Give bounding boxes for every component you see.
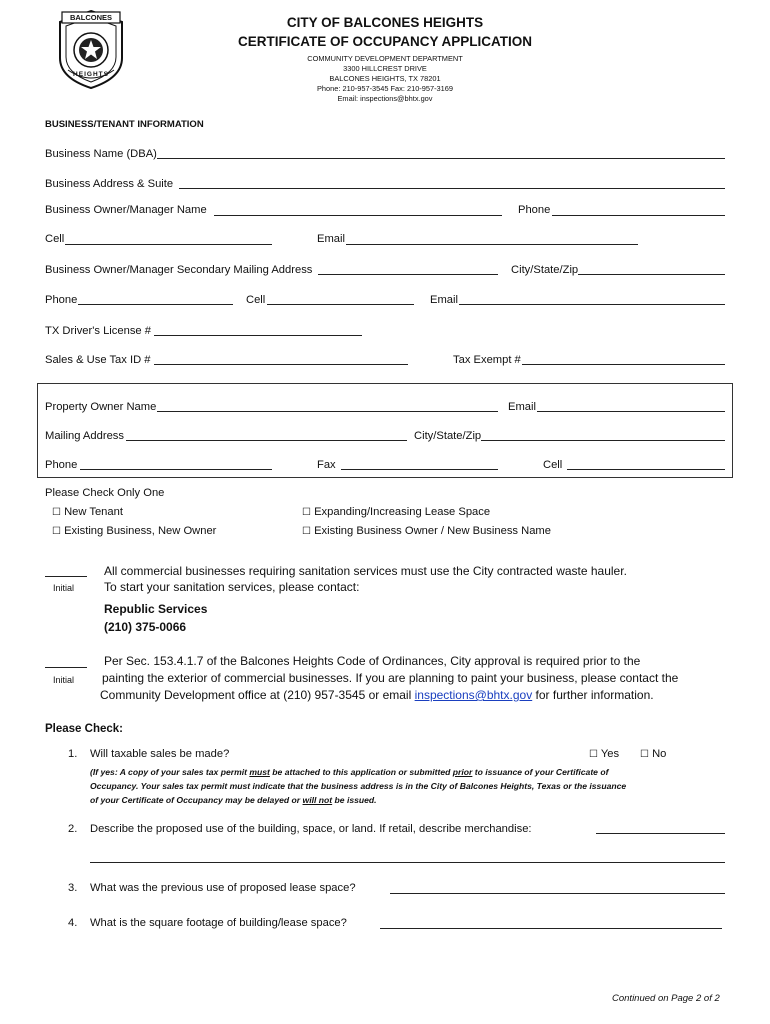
- secondary-email-field[interactable]: [459, 304, 725, 305]
- option-expanding-lease-label: Expanding/Increasing Lease Space: [314, 506, 491, 518]
- checkbox-icon[interactable]: ☐: [52, 526, 61, 537]
- note-text: be issued.: [332, 795, 377, 805]
- checkbox-icon[interactable]: ☐: [302, 526, 311, 537]
- secondary-phone-field[interactable]: [78, 304, 233, 305]
- painting-text-line3-start: Community Development office at (210) 957-3545 or email: [100, 688, 415, 702]
- property-city-state-zip-field[interactable]: [481, 440, 725, 441]
- option-new-tenant[interactable]: [52, 505, 123, 520]
- q2-text: Describe the proposed use of the building, space, or land. If retail, describe merchandise:: [90, 823, 532, 835]
- business-name-label: Business Name (DBA): [45, 148, 157, 160]
- sales-tax-label: Sales & Use Tax ID #: [45, 354, 151, 366]
- checkbox-icon[interactable]: ☐: [640, 749, 649, 760]
- q1-no-option[interactable]: [640, 747, 666, 762]
- q1-yes-label: Yes: [600, 748, 620, 760]
- painting-text-line1: Per Sec. 153.4.1.7 of the Balcones Heights Code of Ordinances, City approval is required prior to the: [104, 654, 641, 668]
- owner-cell-field[interactable]: [65, 244, 272, 245]
- tax-exempt-field[interactable]: [522, 364, 725, 365]
- q1-note-line1: [90, 765, 608, 780]
- property-fax-field[interactable]: [341, 469, 498, 470]
- check-one-title: Please Check Only One: [45, 487, 165, 499]
- dept-phone-fax: Phone: 210-957-3545 Fax: 210-957-3169: [316, 84, 453, 93]
- inspections-email-link[interactable]: inspections@bhtx.gov: [414, 688, 533, 702]
- q1-no-label: No: [652, 748, 667, 760]
- tx-license-label: TX Driver's License #: [45, 325, 151, 337]
- owner-phone-field[interactable]: [552, 215, 725, 216]
- sanitation-initial-label: Initial: [53, 583, 75, 593]
- painting-text-line3-end: for further information.: [532, 688, 654, 702]
- q3-number: 3.: [68, 882, 78, 894]
- city-seal-logo: [52, 8, 130, 90]
- painting-initial-field[interactable]: [45, 667, 87, 668]
- checkbox-icon[interactable]: ☐: [302, 507, 311, 518]
- note-text: to issuance of your Certificate of: [472, 767, 609, 777]
- secondary-cell-field[interactable]: [267, 304, 414, 305]
- property-owner-field[interactable]: [157, 411, 498, 412]
- business-address-label: Business Address & Suite: [45, 178, 174, 190]
- secondary-mailing-label: Business Owner/Manager Secondary Mailing Address: [45, 264, 313, 276]
- q4-number: 4.: [68, 917, 78, 929]
- q4-answer-field[interactable]: [380, 928, 722, 929]
- note-emphasis-will-not: will not: [302, 795, 333, 805]
- property-cell-label: Cell: [543, 459, 563, 471]
- painting-text-line2: painting the exterior of commercial businesses. If you are planning to paint your business, please contact the: [102, 671, 679, 685]
- option-expanding-lease[interactable]: [302, 505, 490, 520]
- q2-answer-field-1[interactable]: [596, 833, 725, 834]
- property-email-field[interactable]: [537, 411, 725, 412]
- property-cell-field[interactable]: [567, 469, 725, 470]
- note-emphasis-must: must: [249, 767, 270, 777]
- option-existing-new-name-label: Existing Business Owner / New Business Name: [314, 525, 551, 537]
- q1-text: Will taxable sales be made?: [90, 748, 230, 760]
- note-text: (If yes: A copy of your sales tax permit: [90, 767, 250, 777]
- q3-text: What was the previous use of proposed lease space?: [90, 882, 356, 894]
- property-phone-field[interactable]: [80, 469, 272, 470]
- property-owner-label: Property Owner Name: [45, 401, 157, 413]
- checkbox-icon[interactable]: ☐: [52, 507, 61, 518]
- painting-initial-label: Initial: [53, 675, 75, 685]
- owner-phone-label: Phone: [518, 204, 551, 216]
- property-city-state-zip-label: City/State/Zip: [414, 430, 482, 442]
- business-address-field[interactable]: [179, 188, 725, 189]
- owner-manager-label: Business Owner/Manager Name: [45, 204, 207, 216]
- owner-email-label: Email: [317, 233, 345, 245]
- sanitation-text-line2: To start your sanitation services, please contact:: [104, 580, 360, 594]
- q1-note-line3: [90, 793, 377, 808]
- business-name-field[interactable]: [157, 158, 725, 159]
- q4-text: What is the square footage of building/lease space?: [90, 917, 347, 929]
- q1-yes-option[interactable]: [589, 747, 619, 762]
- note-text: of your Certificate of Occupancy may be delayed or: [90, 795, 303, 805]
- sanitation-company: Republic Services: [104, 602, 208, 616]
- tx-license-field[interactable]: [154, 335, 362, 336]
- owner-manager-field[interactable]: [214, 215, 502, 216]
- property-fax-label: Fax: [317, 459, 336, 471]
- secondary-phone-label: Phone: [45, 294, 78, 306]
- sanitation-text-line1: All commercial businesses requiring sanitation services must use the City contracted waste hauler.: [104, 564, 627, 578]
- property-email-label: Email: [508, 401, 536, 413]
- owner-email-field[interactable]: [346, 244, 638, 245]
- option-existing-new-name[interactable]: [302, 524, 551, 539]
- tax-exempt-label: Tax Exempt #: [453, 354, 521, 366]
- seal-top-text: BALCONES: [69, 13, 113, 22]
- form-title: CERTIFICATE OF OCCUPANCY APPLICATION: [237, 34, 532, 49]
- dept-name: COMMUNITY DEVELOPMENT DEPARTMENT: [307, 54, 463, 63]
- owner-cell-label: Cell: [45, 233, 65, 245]
- section-heading-business: BUSINESS/TENANT INFORMATION: [45, 119, 204, 130]
- dept-email: Email: inspections@bhtx.gov: [337, 94, 433, 103]
- secondary-cell-label: Cell: [246, 294, 266, 306]
- dept-address-line2: BALCONES HEIGHTS, TX 78201: [329, 74, 441, 83]
- secondary-city-state-zip-label: City/State/Zip: [511, 264, 579, 276]
- note-text: be attached to this application or submitted: [269, 767, 453, 777]
- q3-answer-field[interactable]: [390, 893, 725, 894]
- sanitation-initial-field[interactable]: [45, 576, 87, 577]
- dept-address-line1: 3300 HILLCREST DRIVE: [343, 64, 427, 73]
- property-owner-box: [37, 383, 733, 478]
- q1-number: 1.: [68, 748, 78, 760]
- continued-footer: Continued on Page 2 of 2: [612, 993, 720, 1004]
- checkbox-icon[interactable]: ☐: [589, 749, 598, 760]
- sales-tax-field[interactable]: [154, 364, 408, 365]
- note-emphasis-prior: prior: [452, 767, 473, 777]
- property-phone-label: Phone: [45, 459, 78, 471]
- secondary-mailing-field[interactable]: [318, 274, 498, 275]
- sanitation-company-phone: (210) 375-0066: [104, 620, 187, 634]
- option-new-tenant-label: New Tenant: [64, 506, 123, 518]
- property-mailing-field[interactable]: [126, 440, 407, 441]
- q1-note-line2: Occupancy. Your sales tax permit must indicate that the business address is in the City of Balcones Heights, Texas or the issuance: [90, 781, 627, 791]
- please-check-title: Please Check:: [45, 723, 123, 735]
- painting-text-line3: [100, 688, 654, 702]
- option-existing-new-owner[interactable]: [52, 524, 216, 539]
- q2-number: 2.: [68, 823, 78, 835]
- secondary-email-label: Email: [430, 294, 458, 306]
- city-name: CITY OF BALCONES HEIGHTS: [286, 15, 484, 30]
- property-mailing-label: Mailing Address: [45, 430, 124, 442]
- secondary-city-state-zip-field[interactable]: [578, 274, 725, 275]
- q2-answer-field-2[interactable]: [90, 862, 725, 863]
- option-existing-new-owner-label: Existing Business, New Owner: [64, 525, 217, 537]
- seal-bottom-text: HEIGHTS: [73, 71, 109, 78]
